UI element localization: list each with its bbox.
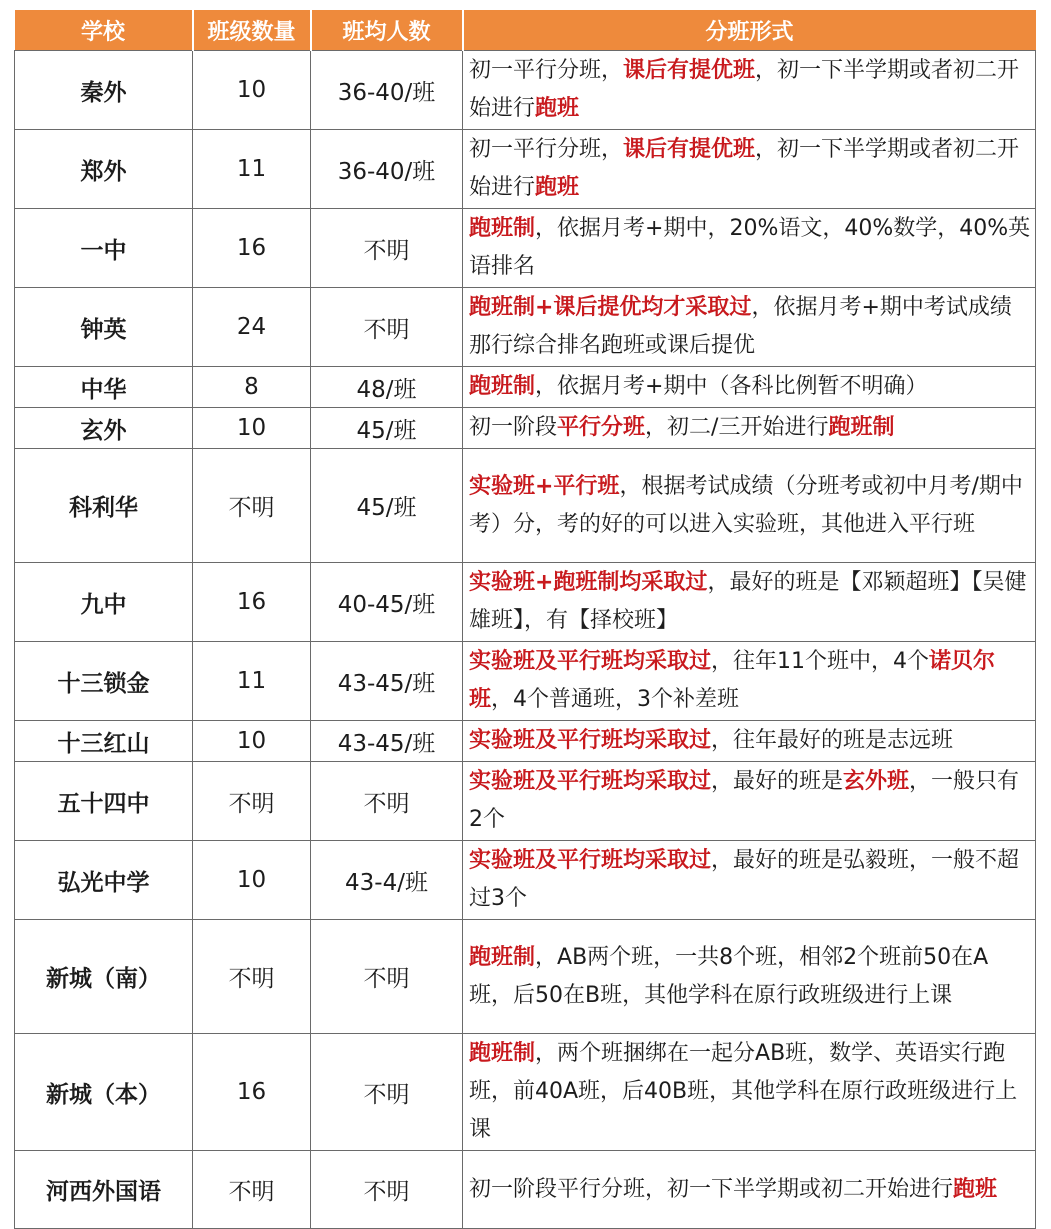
avg-class-size: 48/班 (311, 367, 463, 408)
table-body (15, 51, 1036, 1229)
school-name: 中华 (15, 367, 193, 408)
highlight-text: 实验班+平行班 (469, 473, 620, 499)
class-count: 16 (193, 563, 311, 642)
table-row (15, 721, 1036, 762)
format-text: ，初一下半学期或者初二开始进行 (469, 58, 1020, 121)
table-row (15, 288, 1036, 367)
school-name: 秦外 (15, 51, 193, 130)
format-text: 初一阶段 (469, 415, 558, 440)
table-row (15, 408, 1036, 449)
format-text: ，最好的班是【邓颖超班】【吴健雄班】，有【择校班】 (469, 570, 1027, 633)
division-format (463, 841, 1036, 920)
highlight-text: 跑班制 (828, 415, 895, 440)
school-name: 一中 (15, 209, 193, 288)
avg-class-size: 40-45/班 (311, 563, 463, 642)
header-class-count: 班级数量 (193, 10, 311, 51)
format-text: ，依据月考+期中（各科比例暂不明确） (535, 374, 928, 399)
division-format (463, 51, 1036, 130)
format-text: ，4个普通班，3个补差班 (491, 687, 740, 712)
format-text: ，依据月考+期中考试成绩那行综合排名跑班或课后提优 (469, 295, 1012, 358)
table-row (15, 762, 1036, 841)
format-text: ，最好的班是弘毅班，一般不超过3个 (469, 848, 1020, 911)
highlight-text: 实验班及平行班均采取过 (469, 728, 712, 753)
division-format (463, 449, 1036, 563)
class-table-container (14, 10, 1035, 1229)
class-count: 11 (193, 642, 311, 721)
school-name: 河西外国语 (15, 1151, 193, 1229)
division-format (463, 209, 1036, 288)
header-avg-size: 班均人数 (311, 10, 463, 51)
division-format (463, 642, 1036, 721)
format-text: ，往年11个班中，4个 (711, 649, 930, 674)
format-text: ，最好的班是 (711, 769, 844, 794)
highlight-text: 实验班及平行班均采取过 (469, 649, 712, 674)
header-school: 学校 (15, 10, 193, 51)
highlight-text: 跑班制 (469, 374, 536, 399)
table-header-row (15, 10, 1036, 51)
class-count: 不明 (193, 762, 311, 841)
table-row (15, 209, 1036, 288)
avg-class-size: 不明 (311, 762, 463, 841)
highlight-text: 跑班 (953, 1176, 998, 1202)
school-name: 玄外 (15, 408, 193, 449)
division-format (463, 920, 1036, 1034)
avg-class-size: 43-45/班 (311, 721, 463, 762)
class-count: 16 (193, 1034, 311, 1151)
format-text: ，根据考试成绩（分班考或初中月考/期中考）分，考的好的可以进入实验班，其他进入平行班 (469, 473, 1023, 537)
table-row (15, 642, 1036, 721)
avg-class-size: 43-45/班 (311, 642, 463, 721)
division-format (463, 721, 1036, 762)
school-name: 十三红山 (15, 721, 193, 762)
school-name: 郑外 (15, 130, 193, 209)
table-row (15, 51, 1036, 130)
format-text: ，初一下半学期或者初二开始进行 (469, 137, 1020, 200)
class-count: 10 (193, 841, 311, 920)
highlight-text: 课后有提优班 (623, 58, 756, 83)
avg-class-size: 43-4/班 (311, 841, 463, 920)
class-count: 8 (193, 367, 311, 408)
table-row (15, 563, 1036, 642)
class-division-table (14, 10, 1036, 1229)
school-name: 新城（本） (15, 1034, 193, 1151)
division-format (463, 367, 1036, 408)
format-text: ，初二/三开始进行 (645, 415, 829, 440)
format-text: ，AB两个班，一共8个班，相邻2个班前50在A班，后50在B班，其他学科在原行政班级进行上课 (469, 944, 989, 1008)
school-name: 十三锁金 (15, 642, 193, 721)
division-format (463, 1151, 1036, 1229)
table-row (15, 841, 1036, 920)
format-text: ，一般只有2个 (469, 769, 1020, 832)
school-name: 九中 (15, 563, 193, 642)
avg-class-size: 45/班 (311, 449, 463, 563)
highlight-text: 玄外班 (843, 769, 910, 794)
highlight-text: 跑班 (535, 96, 580, 121)
format-text: ，依据月考+期中，20%语文，40%数学，40%英语排名 (469, 216, 1031, 279)
division-format (463, 288, 1036, 367)
class-count: 11 (193, 130, 311, 209)
division-format (463, 563, 1036, 642)
format-text: ，两个班捆绑在一起分AB班，数学、英语实行跑班，前40A班，后40B班，其他学科在原行政班级进行上课 (469, 1041, 1018, 1142)
division-format (463, 130, 1036, 209)
class-count: 不明 (193, 1151, 311, 1229)
highlight-text: 跑班制+课后提优均才采取过 (469, 295, 752, 320)
table-row (15, 367, 1036, 408)
format-text: ，往年最好的班是志远班 (711, 728, 954, 753)
class-count: 不明 (193, 449, 311, 563)
school-name: 新城（南） (15, 920, 193, 1034)
avg-class-size: 不明 (311, 288, 463, 367)
format-text: 初一阶段平行分班，初一下半学期或初二开始进行 (469, 1176, 954, 1202)
avg-class-size: 不明 (311, 209, 463, 288)
avg-class-size: 36-40/班 (311, 51, 463, 130)
class-count: 16 (193, 209, 311, 288)
avg-class-size: 45/班 (311, 408, 463, 449)
format-text: 初一平行分班， (469, 58, 624, 83)
header-format: 分班形式 (463, 10, 1036, 51)
avg-class-size: 不明 (311, 920, 463, 1034)
table-row (15, 130, 1036, 209)
highlight-text: 跑班制 (469, 216, 536, 241)
avg-class-size: 不明 (311, 1151, 463, 1229)
division-format (463, 1034, 1036, 1151)
division-format (463, 408, 1036, 449)
class-count: 24 (193, 288, 311, 367)
highlight-text: 平行分班 (557, 415, 646, 440)
class-count: 10 (193, 51, 311, 130)
table-row (15, 449, 1036, 563)
school-name: 五十四中 (15, 762, 193, 841)
table-row (15, 1034, 1036, 1151)
highlight-text: 实验班+跑班制均采取过 (469, 570, 708, 595)
highlight-text: 诺贝尔班 (469, 649, 996, 712)
school-name: 钟英 (15, 288, 193, 367)
class-count: 10 (193, 408, 311, 449)
division-format (463, 762, 1036, 841)
class-count: 10 (193, 721, 311, 762)
avg-class-size: 不明 (311, 1034, 463, 1151)
highlight-text: 跑班 (535, 175, 580, 200)
avg-class-size: 36-40/班 (311, 130, 463, 209)
school-name: 科利华 (15, 449, 193, 563)
highlight-text: 实验班及平行班均采取过 (469, 769, 712, 794)
class-count: 不明 (193, 920, 311, 1034)
school-name: 弘光中学 (15, 841, 193, 920)
highlight-text: 跑班制 (469, 944, 536, 970)
highlight-text: 实验班及平行班均采取过 (469, 848, 712, 873)
table-row (15, 920, 1036, 1034)
format-text: 初一平行分班， (469, 137, 624, 162)
highlight-text: 课后有提优班 (623, 137, 756, 162)
highlight-text: 跑班制 (469, 1041, 536, 1066)
table-row (15, 1151, 1036, 1229)
